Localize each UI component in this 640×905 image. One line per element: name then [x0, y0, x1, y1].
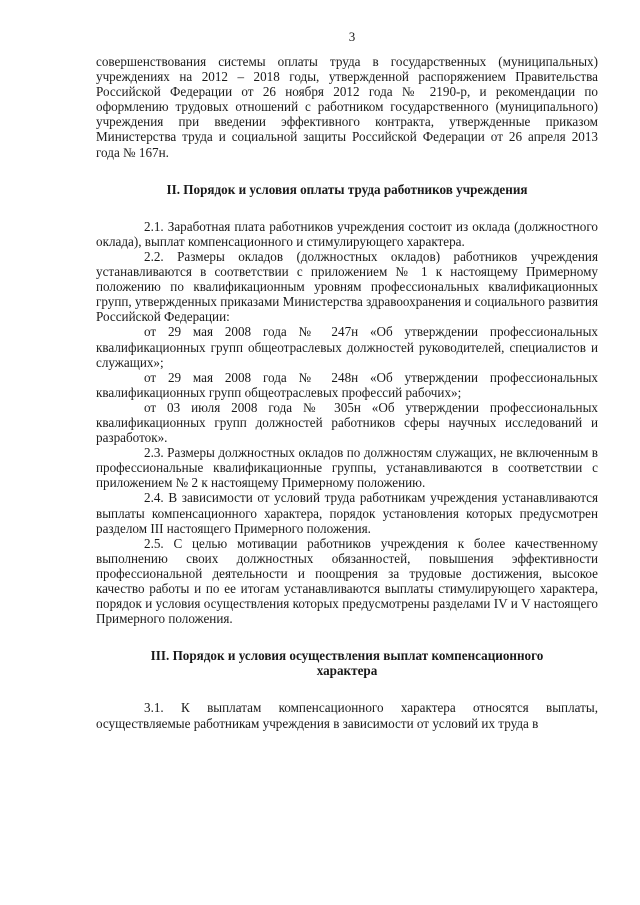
page-number: 3	[348, 29, 356, 44]
section-iii-heading	[96, 648, 598, 678]
paragraph-2-2: 2.2. Размеры окладов (должностных окладов) работников учреждения устанавливаются в соответствии с приложением № 1 к настоящему Примерному положению по квалификационным уровням профессиональных квалификационных групп, утвержденных приказами Министерства здравоохранения и социального развития Российской Федерации:	[96, 248, 598, 325]
paragraph-2-1: 2.1. Заработная плата работников учреждения состоит из оклада (должностного оклада), выплат компенсационного и стимулирующего характера.	[96, 218, 598, 249]
order-item-248n: от 29 мая 2008 года № 248н «Об утверждении профессиональных квалификационных групп общеотраслевых профессий рабочих»;	[96, 369, 598, 400]
paragraph-2-5: 2.5. С целью мотивации работников учреждения к более качественному выполнению своих должностных обязанностей, повышения эффективности профессиональной деятельности и поощрения за трудовые достижения, высокое качество работы и по ее итогам устанавливаются выплаты стимулирующего характера, порядок и условия осуществления которых предусмотрены разделами IV и V настоящего Примерного положения.	[96, 535, 598, 627]
order-item-305n: от 03 июля 2008 года № 305н «Об утверждении профессиональных квалификационных групп должностей работников сферы научных исследований и разработок».	[96, 399, 598, 446]
section-ii-heading: II. Порядок и условия оплаты труда работников учреждения	[166, 181, 528, 197]
intro-paragraph: совершенствования системы оплаты труда в государственных (муниципальных) учреждениях на 2012 – 2018 годы, утвержденной распоряжением Правительства Российской Федерации от 26 ноября 2012 года № 2190-р, и рекомендации по оформлению трудовых отношений с работником государственного (муниципального) учреждения при введении эффективного контракта, утвержденные приказом Министерства труда и социальной защиты Российской Федерации от 26 апреля 2013 года № 167н.	[96, 54, 598, 160]
paragraph-3-1: 3.1. К выплатам компенсационного характера относятся выплаты, осуществляемые работникам учреждения в зависимости от условий их труда в	[96, 700, 598, 731]
section-iii-heading-line1: III. Порядок и условия осуществления выплат компенсационного	[150, 648, 544, 664]
paragraph-2-4: 2.4. В зависимости от условий труда работникам учреждения устанавливаются выплаты компенсационного характера, порядок установления которых предусмотрен разделом III настоящего Примерного положения.	[96, 490, 598, 536]
paragraph-2-3: 2.3. Размеры должностных окладов по должностям служащих, не включенным в профессиональные квалификационные группы, устанавливаются в соответствии с приложением № 2 к настоящему Примерному положению.	[96, 445, 598, 491]
section-iii-heading-line2: характера	[316, 663, 378, 679]
order-item-247n: от 29 мая 2008 года № 247н «Об утверждении профессиональных квалификационных групп общеотраслевых должностей руководителей, специалистов и служащих»;	[96, 324, 598, 370]
